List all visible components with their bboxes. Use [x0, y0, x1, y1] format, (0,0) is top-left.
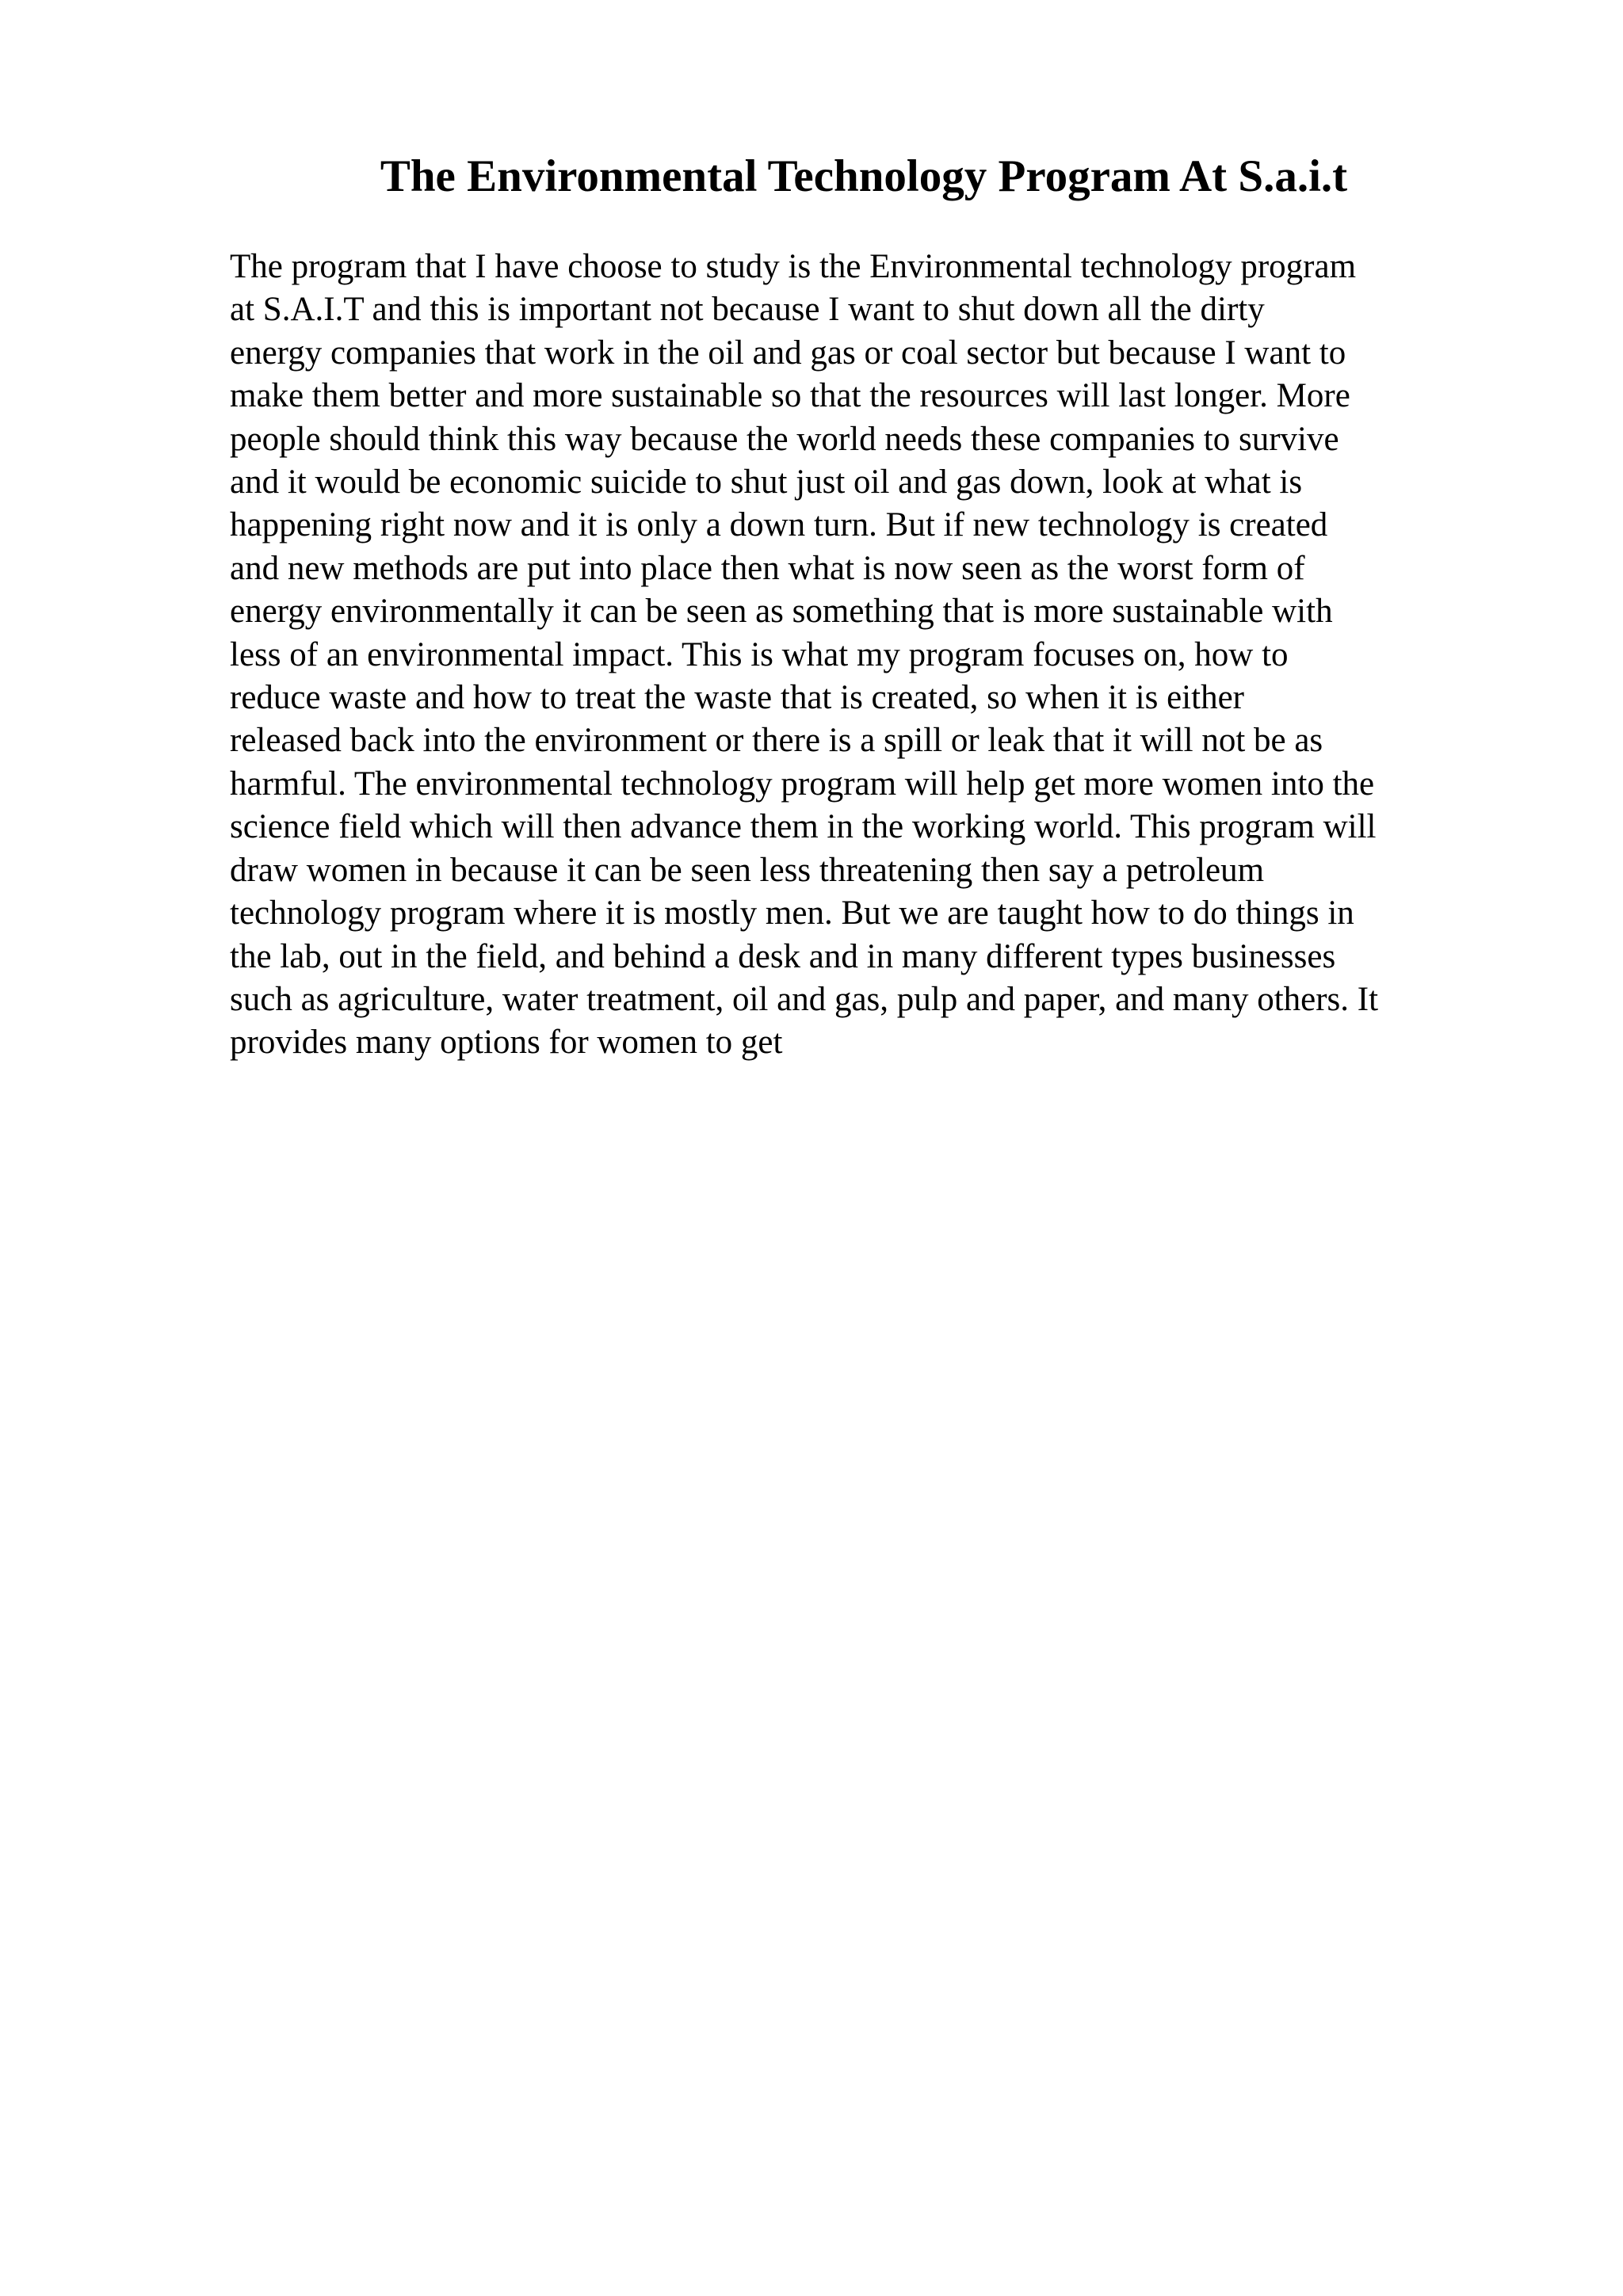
body-line: draw women in because it can be seen less threatening then say a petroleum: [230, 851, 1265, 889]
body-line: people should think this way because the world needs these companies to survive: [230, 420, 1339, 458]
body-line: happening right now and it is only a down turn. But if new technology is created: [230, 506, 1328, 544]
body-line: The program that I have choose to study is the Environmental technology program: [230, 248, 1357, 285]
body-line: and new methods are put into place then what is now seen as the worst form of: [230, 549, 1305, 587]
body-line: reduce waste and how to treat the waste that is created, so when it is either: [230, 679, 1244, 717]
body-line: less of an environmental impact. This is what my program focuses on, how to: [230, 635, 1289, 673]
body-line: and it would be economic suicide to shut just oil and gas down, look at what is: [230, 463, 1303, 502]
body-line: harmful. The environmental technology program will help get more women into the: [230, 765, 1375, 803]
body-line: at S.A.I.T and this is important not because I want to shut down all the dirty: [230, 291, 1265, 329]
body-line: provides many options for women to get: [230, 1024, 783, 1062]
body-line: the lab, out in the field, and behind a desk and in many different types businesses: [230, 937, 1336, 975]
body-line: make them better and more sustainable so that the resources will last longer. More: [230, 377, 1350, 415]
document-title: The Environmental Technology Program At S.a.i.t: [380, 151, 1348, 201]
body-line: science field which will then advance them in the working world. This program will: [230, 808, 1377, 846]
body-line: released back into the environment or there is a spill or leak that it will not be as: [230, 722, 1323, 760]
document-body: [230, 246, 1529, 1065]
body-line: energy environmentally it can be seen as something that is more sustainable with: [230, 593, 1333, 631]
body-line: technology program where it is mostly men. But we are taught how to do things in: [230, 894, 1354, 933]
body-line: energy companies that work in the oil and gas or coal sector but because I want to: [230, 334, 1346, 372]
body-line: such as agriculture, water treatment, oil and gas, pulp and paper, and many others. It: [230, 980, 1379, 1018]
